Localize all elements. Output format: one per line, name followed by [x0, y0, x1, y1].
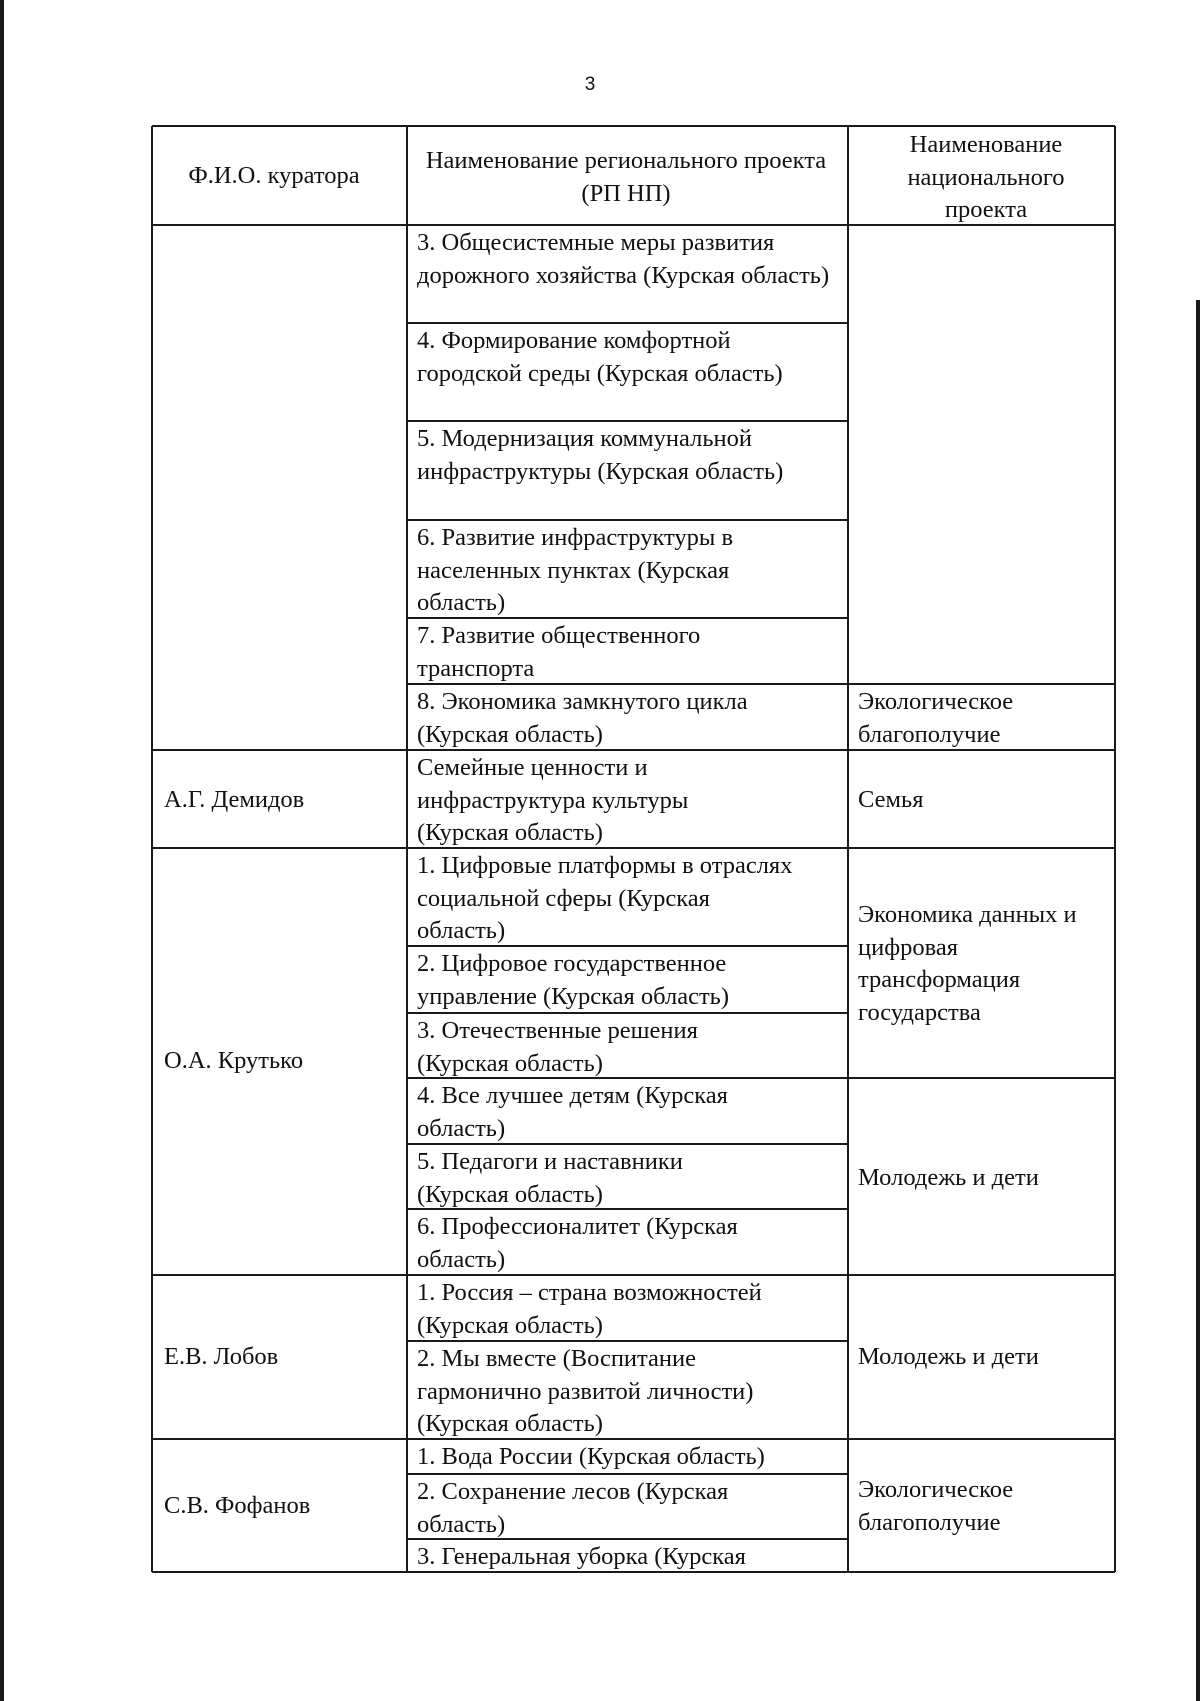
header-regional-project: Наименование регионального проекта (РП НП)	[425, 147, 827, 207]
curator-name: С.В. Фофанов	[164, 1492, 311, 1519]
national-project-cell: Экономика данных и цифровая трансформация государства	[858, 901, 1077, 1026]
header-curator: Ф.И.О. куратора	[188, 162, 360, 189]
regional-project-cell: 4. Все лучшее детям (Курская область)	[417, 1082, 728, 1142]
regional-project-cell: 2. Сохранение лесов (Курская область)	[417, 1478, 729, 1538]
regional-project-cell: 2. Цифровое государственное управление (Курская область)	[417, 950, 730, 1010]
regional-project-cell: 5. Модернизация коммунальной инфраструктуры (Курская область)	[417, 425, 784, 485]
header-national-project: Наименование национального проекта	[907, 131, 1065, 223]
national-project-cell: Молодежь и дети	[858, 1164, 1039, 1191]
regional-project-cell: 1. Вода России (Курская область)	[417, 1443, 765, 1470]
regional-project-cell: Семейные ценности и инфраструктура культуры (Курская область)	[417, 754, 689, 846]
regional-project-cell: 2. Мы вместе (Воспитание гармонично развитой личности) (Курская область)	[417, 1345, 754, 1437]
national-project-cell: Экологическое благополучие	[858, 1476, 1014, 1536]
regional-project-cell: 7. Развитие общественного транспорта	[417, 622, 701, 682]
page-number: 3	[584, 74, 596, 95]
regional-project-cell: 6. Развитие инфраструктуры в населенных пунктах (Курская область)	[417, 524, 734, 616]
national-project-cell: Семья	[858, 786, 924, 813]
regional-project-cell: 8. Экономика замкнутого цикла (Курская область)	[417, 688, 748, 748]
regional-project-cell: 4. Формирование комфортной городской среды (Курская область)	[417, 327, 783, 387]
regional-project-cell: 3. Общесистемные меры развития дорожного хозяйства (Курская область)	[417, 229, 830, 289]
curator-name: О.А. Крутько	[164, 1047, 304, 1074]
national-project-cell: Экологическое благополучие	[858, 688, 1014, 748]
regional-project-cell: 1. Россия – страна возможностей (Курская область)	[417, 1279, 762, 1339]
regional-project-cell: 3. Генеральная уборка (Курская	[417, 1543, 746, 1570]
regional-project-cell: 6. Профессионалитет (Курская область)	[417, 1213, 738, 1273]
regional-project-cell: 5. Педагоги и наставники (Курская область)	[417, 1148, 683, 1208]
regional-project-cell: 3. Отечественные решения (Курская область)	[417, 1017, 698, 1077]
regional-project-cell: 1. Цифровые платформы в отраслях социальной сферы (Курская область)	[417, 852, 793, 944]
national-project-cell: Молодежь и дети	[858, 1343, 1039, 1370]
curator-name: Е.В. Лобов	[164, 1343, 279, 1370]
curator-name: А.Г. Демидов	[164, 786, 305, 813]
